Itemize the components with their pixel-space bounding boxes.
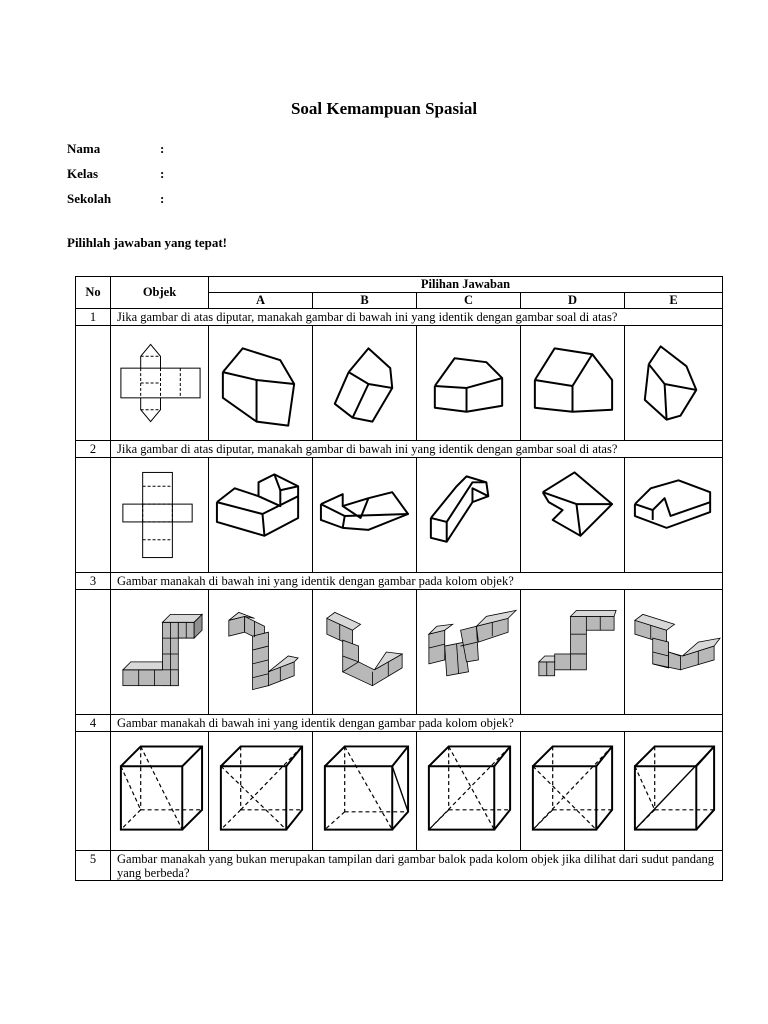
image-row-2 [76,458,723,573]
header-option-a: A [209,293,313,309]
cube-diagonal-icon [625,732,722,850]
option-c-figure[interactable] [417,326,521,441]
question-text: Jika gambar di atas diputar, manakah gambar di bawah ini yang identik dengan gambar soal di atas? [111,309,723,326]
question-number: 3 [76,573,111,590]
option-a-figure[interactable] [209,458,313,573]
field-nama [67,141,164,157]
step-block-icon [417,458,520,572]
field-sekolah-label: Sekolah [67,191,112,206]
header-option-e: E [625,293,723,309]
field-kelas [67,166,164,182]
cube-stack-icon [209,590,312,714]
step-block-icon [625,458,722,572]
cube-stack-icon [417,590,520,714]
header-no: No [76,277,111,309]
image-row-4 [76,732,723,851]
object-figure [111,326,209,441]
option-a-figure[interactable] [209,326,313,441]
question-text: Gambar manakah di bawah ini yang identik dengan gambar pada kolom objek? [111,715,723,732]
cube-diagonal-icon [521,732,624,850]
cube-stack-icon [625,590,722,714]
question-number: 4 [76,715,111,732]
question-row-1 [76,309,723,326]
step-block-icon [313,458,416,572]
image-row-3 [76,590,723,715]
field-nama-label: Nama [67,141,101,156]
image-row-1 [76,326,723,441]
object-figure [111,590,209,715]
net-figure-icon [111,458,208,572]
option-b-figure[interactable] [313,458,417,573]
instruction: Pilihlah jawaban yang tepat! [67,235,227,250]
option-d-figure[interactable] [521,732,625,851]
header-pilihan: Pilihan Jawaban [209,277,723,293]
question-table [75,276,723,881]
option-b-figure[interactable] [313,326,417,441]
question-text: Gambar manakah yang bukan merupakan tampilan dari gambar balok pada kolom objek jika dilihat dari sudut pandang yang berbeda? [111,851,723,881]
question-text: Jika gambar di atas diputar, manakah gambar di bawah ini yang identik dengan gambar soal di atas? [111,441,723,458]
cube-stack-icon [521,590,624,714]
object-figure [111,732,209,851]
field-kelas-label: Kelas [67,166,99,181]
cube-diagonal-icon [209,732,312,850]
question-row-2 [76,441,723,458]
house-shape-icon [313,326,416,440]
house-shape-icon [209,326,312,440]
step-block-icon [521,458,624,572]
option-e-figure[interactable] [625,458,723,573]
option-d-figure[interactable] [521,458,625,573]
house-shape-icon [417,326,520,440]
cube-diagonal-icon [111,732,208,850]
cube-diagonal-icon [417,732,520,850]
option-b-figure[interactable] [313,732,417,851]
question-row-4 [76,715,723,732]
option-c-figure[interactable] [417,732,521,851]
option-a-figure[interactable] [209,590,313,715]
house-shape-icon [625,326,722,440]
header-option-c: C [417,293,521,309]
question-row-5 [76,851,723,881]
cube-stack-icon [313,590,416,714]
question-number: 2 [76,441,111,458]
header-option-b: B [313,293,417,309]
option-d-figure[interactable] [521,590,625,715]
net-figure-icon [111,326,208,440]
option-e-figure[interactable] [625,326,723,441]
question-number: 5 [76,851,111,881]
question-text: Gambar manakah di bawah ini yang identik dengan gambar pada kolom objek? [111,573,723,590]
option-d-figure[interactable] [521,326,625,441]
step-block-icon [209,458,312,572]
option-e-figure[interactable] [625,590,723,715]
cube-stack-icon [111,590,208,714]
field-sekolah [67,191,164,207]
header-objek: Objek [111,277,209,309]
question-row-3 [76,573,723,590]
house-shape-icon [521,326,624,440]
cube-diagonal-icon [313,732,416,850]
header-option-d: D [521,293,625,309]
object-figure [111,458,209,573]
option-e-figure[interactable] [625,732,723,851]
option-c-figure[interactable] [417,458,521,573]
option-b-figure[interactable] [313,590,417,715]
option-c-figure[interactable] [417,590,521,715]
question-number: 1 [76,309,111,326]
field-kelas-sep: : [160,166,165,181]
option-a-figure[interactable] [209,732,313,851]
page-title: Soal Kemampuan Spasial [290,99,478,118]
field-sekolah-sep: : [160,191,165,206]
field-nama-sep: : [160,141,165,156]
